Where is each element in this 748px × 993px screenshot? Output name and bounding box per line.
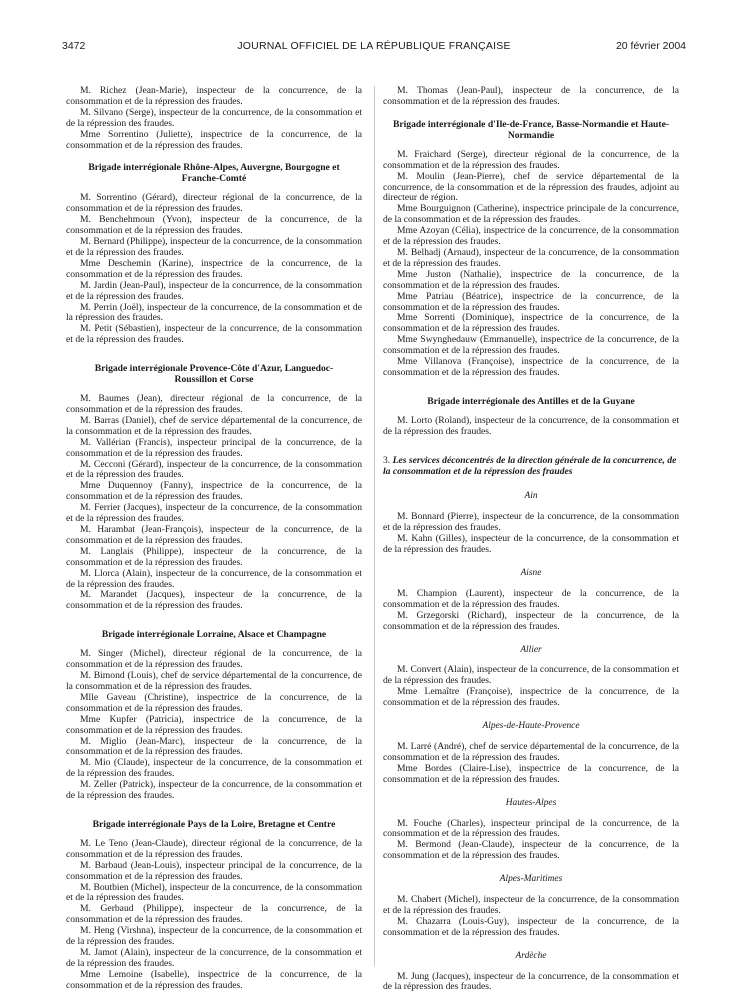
department-section [383,721,679,786]
department-heading: Alpes-Maritimes [499,874,563,885]
entry-paragraph: M. Kahn (Gilles), inspecteur de la concurrence, de la consommation et de la répression des fraudes. [383,533,679,556]
entry-paragraph: M. Champion (Laurent), inspecteur de la concurrence, de la consommation et de la répression des fraudes. [383,587,679,610]
entry-paragraph: M. Fouche (Charles), inspecteur principal de la concurrence, de la consommation et de la répression des fraudes. [383,817,679,840]
department-section [383,568,679,633]
entry-paragraph: M. Convert (Alain), inspecteur de la concurrence, de la consommation et de la répression des fraudes. [383,664,679,687]
department-heading: Ardèche [515,950,547,961]
entry-paragraph: M. Harambat (Jean-François), inspecteur de la concurrence, de la consommation et de la répression des fraudes. [66,524,362,546]
brigade-section [66,819,362,992]
entry-paragraph: M. Grzegorski (Richard), inspecteur de la concurrence, de la consommation et de la répression des fraudes. [383,609,679,632]
entry-paragraph: Mme Lemaître (Françoise), inspectrice de la concurrence, de la consommation et de la répression des fraudes. [383,686,679,709]
entry-paragraph: M. Barras (Daniel), chef de service départemental de la concurrence, de la consommation et de la répression des fraudes. [66,414,362,437]
entry-paragraph: M. Chabert (Michel), inspecteur de la concurrence, de la consommation et de la répression des fraudes. [383,894,679,916]
entry-paragraph: Mme Azoyan (Célia), inspectrice de la concurrence, de la consommation et de la répression des fraudes. [383,225,679,248]
brigade-section [383,396,679,438]
entry-paragraph: M. Heng (Virshna), inspecteur de la concurrence, de la consommation et de la répression des fraudes. [66,925,362,948]
entry-paragraph: M. Silvano (Serge), inspecteur de la concurrence, de la consommation et de la répression des fraudes. [66,106,362,129]
entry-paragraph: M. Jardin (Jean-Paul), inspecteur de la concurrence, de la consommation et de la répression des fraudes. [66,279,362,302]
section-heading: Brigade interrégionale d'Ile-de-France, Basse-Normandie et Haute-Normandie [392,118,670,141]
entry-paragraph: Mme Deschemin (Karine), inspectrice de la concurrence, de la consommation et de la répression des fraudes. [66,257,362,280]
entry-paragraph: M. Llorca (Alain), inspecteur de la concurrence, de la consommation et de la répression des fraudes. [66,567,362,590]
entry-paragraph: Mme Duquennoy (Fanny), inspectrice de la concurrence, de la consommation et de la répression des fraudes. [66,480,362,503]
entry-paragraph: M. Zeller (Patrick), inspecteur de la concurrence, de la consommation et de la répression des fraudes. [66,779,362,802]
entry-paragraph: M. Perrin (Joël), inspecteur de la concurrence, de la consommation et de la répression des fraudes. [66,301,362,324]
brigade-section [383,119,679,379]
entry-paragraph: M. Mio (Claude), inspecteur de la concurrence, de la consommation et de la répression des fraudes. [66,757,362,780]
entry-paragraph: Mme Kupfer (Patricia), inspectrice de la concurrence, de la consommation et de la répression des fraudes. [66,713,362,736]
section-heading: Brigade interrégionale Lorraine, Alsace et Champagne [101,629,327,641]
entry-paragraph: M. Vallérian (Francis), inspecteur principal de la concurrence, de la consommation et de la répression des fraudes. [66,436,362,459]
page-number: 3472 [62,40,86,52]
entry-paragraph: M. Boutbien (Michel), inspecteur de la concurrence, de la consommation et de la répression des fraudes. [66,881,362,904]
chapter-number: 3. [383,454,391,466]
entry-paragraph: M. Bernard (Philippe), inspecteur de la concurrence, de la consommation et de la répression des fraudes. [66,236,362,258]
entry-paragraph: M. Fraichard (Serge), directeur régional de la concurrence, de la consommation et de la répression des fraudes. [383,148,679,171]
entry-paragraph: M. Le Teno (Jean-Claude), directeur régional de la concurrence, de la consommation et de la répression des fraudes. [66,837,362,860]
entry-paragraph: Mme Sorrenti (Dominique), inspectrice de la concurrence, de la consommation et de la répression des fraudes. [383,312,679,335]
department-section [383,645,679,710]
section-heading: Brigade interrégionale des Antilles et de la Guyane [427,395,635,407]
brigade-section [66,162,362,346]
entry-paragraph: M. Lorto (Roland), inspecteur de la concurrence, de la consommation et de la répression des fraudes. [383,414,679,437]
entry-paragraph: M. Barbaud (Jean-Louis), inspecteur principal de la concurrence, de la consommation et de la répression des fraudes. [66,859,362,882]
entry-paragraph: M. Chazarra (Louis-Guy), inspecteur de la concurrence, de la consommation et de la répression des fraudes. [383,915,679,938]
left-column [66,86,362,992]
department-section [383,951,679,993]
department-heading: Alpes-de-Haute-Provence [482,721,580,732]
entry-paragraph: M. Marandet (Jacques), inspecteur de la concurrence, de la consommation et de la répression des fraudes. [66,589,362,612]
entry-paragraph: M. Moulin (Jean-Pierre), chef de service départemental de la concurrence, de la consommation et de la répression des fraudes, adjoint au directeur de région. [383,170,679,204]
entry-paragraph: Mme Villanova (Françoise), inspectrice de la concurrence, de la consommation et de la répression des fraudes. [383,356,679,378]
section-heading: Brigade interrégionale Provence-Côte d'Azur, Languedoc-Roussillon et Corse [94,363,334,386]
journal-title: JOURNAL OFFICIEL DE LA RÉPUBLIQUE FRANÇAISE [237,40,511,52]
entry-paragraph: Mme Bordes (Claire-Lise), inspectrice de la concurrence, de la consommation et de la répression des fraudes. [383,762,679,785]
entry-paragraph: M. Cecconi (Gérard), inspecteur de la concurrence, de la consommation et de la répression des fraudes. [66,458,362,481]
entry-paragraph: Mme Sorrentino (Juliette), inspectrice de la concurrence, de la consommation et de la répression des fraudes. [66,128,362,151]
entry-paragraph: Mme Juston (Nathalie), inspectrice de la concurrence, de la consommation et de la répression des fraudes. [383,268,679,291]
entry-paragraph: Mlle Gaveau (Christine), inspectrice de la concurrence, de la consommation et de la répression des fraudes. [66,691,362,714]
page-header [62,40,686,56]
publication-date: 20 février 2004 [615,40,686,52]
department-section [383,491,679,556]
department-section [383,798,679,863]
entry-paragraph: M. Baumes (Jean), directeur régional de la concurrence, de la consommation et de la répression des fraudes. [66,393,362,416]
entry-paragraph: M. Jung (Jacques), inspecteur de la concurrence, de la consommation et de la répression des fraudes. [383,970,679,993]
entry-paragraph: M. Bermond (Jean-Claude), inspecteur de la concurrence, de la consommation et de la répression des fraudes. [383,839,679,862]
entry-paragraph: M. Thomas (Jean-Paul), inspecteur de la concurrence, de la consommation et de la répression des fraudes. [383,85,679,107]
entry-paragraph: M. Sorrentino (Gérard), directeur régional de la concurrence, de la consommation et de la répression des fraudes. [66,192,362,215]
department-heading: Allier [520,644,542,655]
entry-paragraph: Mme Lemoine (Isabelle), inspectrice de la concurrence, de la consommation et de la répression des fraudes. [66,968,362,991]
right-column [383,86,679,993]
entry-paragraph: M. Gerbaud (Philippe), inspecteur de la concurrence, de la consommation et de la répression des fraudes. [66,903,362,926]
entry-paragraph: M. Richez (Jean-Marie), inspecteur de la concurrence, de la consommation et de la répression des fraudes. [66,85,362,107]
brigade-section [66,363,362,612]
chapter-title: Les services déconcentrés de la direction générale de la concurrence, de la consommation et de la répression des fraudes [383,454,677,477]
section-heading: Brigade interrégionale Rhône-Alpes, Auvergne, Bourgogne et Franche-Comté [88,162,340,185]
brigade-section [66,629,362,802]
entry-paragraph: M. Benchehmoun (Yvon), inspecteur de la concurrence, de la consommation et de la répression des fraudes. [66,214,362,237]
entry-paragraph: Mme Bourguignon (Catherine), inspectrice principale de la concurrence, de la consommation et de la répression des fraudes. [383,203,679,226]
column-divider [374,86,375,966]
entry-paragraph: M. Ferrier (Jacques), inspecteur de la concurrence, de la consommation et de la répression des fraudes. [66,502,362,525]
entry-paragraph: M. Bonnard (Pierre), inspecteur de la concurrence, de la consommation et de la répression des fraudes. [383,511,679,534]
entry-paragraph: Mme Patriau (Béatrice), inspectrice de la concurrence, de la consommation et de la répression des fraudes. [383,290,679,313]
entry-paragraph: M. Singer (Michel), directeur régional de la concurrence, de la consommation et de la répression des fraudes. [66,648,362,671]
department-heading: Aisne [520,568,542,578]
department-heading: Hautes-Alpes [505,797,557,808]
department-section [383,874,679,939]
entry-paragraph: M. Bimond (Louis), chef de service départemental de la concurrence, de la consommation et de la répression des fraudes. [66,670,362,692]
department-heading: Ain [524,491,538,502]
section-heading: Brigade interrégionale Pays de la Loire, Bretagne et Centre [92,818,336,830]
entry-paragraph: Mme Swynghedauw (Emmanuelle), inspectrice de la concurrence, de la consommation et de la répression des fraudes. [383,334,679,357]
entry-paragraph: M. Langlais (Philippe), inspecteur de la concurrence, de la consommation et de la répression des fraudes. [66,545,362,568]
chapter-heading [383,456,679,478]
entry-paragraph: M. Belhadj (Arnaud), inspecteur de la concurrence, de la consommation et de la répression des fraudes. [383,246,679,269]
entry-paragraph: M. Jamot (Alain), inspecteur de la concurrence, de la consommation et de la répression des fraudes. [66,947,362,969]
entry-paragraph: M. Larré (André), chef de service départemental de la concurrence, de la consommation et de la répression des fraudes. [383,740,679,763]
entry-paragraph: M. Miglio (Jean-Marc), inspecteur de la concurrence, de la consommation et de la répression des fraudes. [66,735,362,758]
entry-paragraph: M. Petit (Sébastien), inspecteur de la concurrence, de la consommation et de la répression des fraudes. [66,323,362,346]
